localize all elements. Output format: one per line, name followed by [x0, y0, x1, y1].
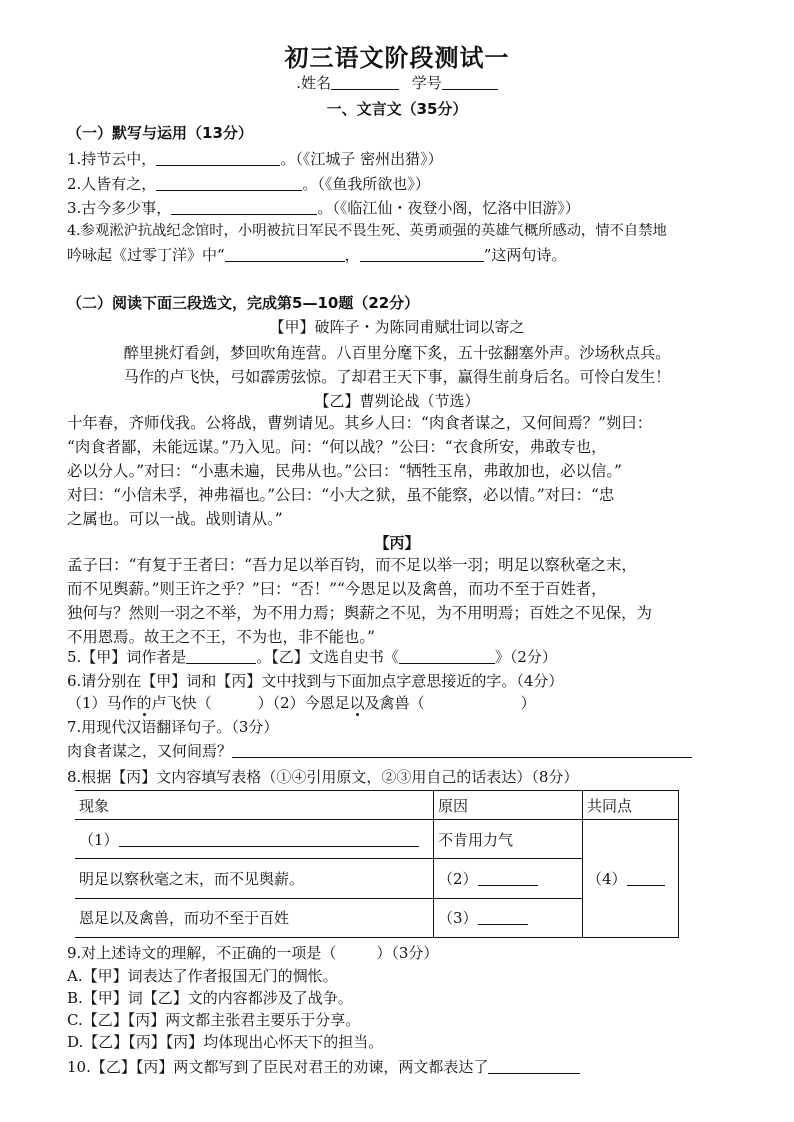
q9-option-c: C.【乙】【丙】两文都主张君主要乐于分享。 — [67, 1011, 361, 1029]
passage-yi-line: 之属也。可以一战。战则请从。” — [67, 510, 283, 528]
q5-part-c: 》（2分） — [494, 648, 557, 666]
question-4-line2 — [67, 244, 566, 266]
question-8: 8.根据【丙】文内容填写表格（①④引用原文，②③用自己的话表达）（8分） — [67, 768, 579, 786]
q3-answer-blank[interactable] — [171, 198, 317, 215]
question-4-line1: 4.参观淞沪抗战纪念馆时，小明被抗日军民不畏生死、英勇顽强的英雄气概所感动，情不自禁地 — [67, 223, 667, 239]
passage-bing-title: 【丙】 — [374, 534, 420, 552]
q5-author-blank[interactable] — [186, 647, 256, 664]
table-header-row — [75, 791, 679, 820]
q1-suffix: 。（《江城子 密州出猎》） — [280, 150, 443, 168]
row2-reason[interactable] — [434, 859, 583, 898]
q7-answer-blank[interactable] — [232, 741, 692, 758]
q5-book-blank[interactable] — [399, 647, 495, 664]
passage-bing-line: 独何与？然则一羽之不举，为不用力焉；舆薪之不见，为不用明焉；百姓之不见保，为 — [67, 604, 652, 622]
common-cell[interactable] — [583, 820, 679, 938]
question-3 — [67, 197, 580, 219]
q2-answer-blank[interactable] — [156, 174, 302, 191]
question-7: 7.用现代汉语翻译句子。（3分） — [67, 718, 279, 736]
q10-answer-blank[interactable] — [488, 1057, 580, 1074]
question-10 — [67, 1056, 580, 1078]
common-label: （4） — [587, 870, 627, 889]
question-6: 6.请分别在【甲】词和【丙】文中找到与下面加点字意思接近的字。（4分） — [67, 672, 564, 690]
header-reason: 原因 — [434, 791, 583, 820]
q5-part-a: 5.【甲】词作者是 — [67, 648, 187, 666]
q1-prefix: 1.持节云中， — [67, 150, 157, 168]
passage-jia-line: 马作的卢飞快，弓如霹雳弦惊。了却君王天下事，赢得生前身后名。可怜白发生！ — [123, 368, 671, 386]
q2-prefix: 2.人皆有之， — [67, 175, 157, 193]
q4-suffix: ”这两句诗。 — [483, 246, 567, 264]
q10-text: 10.【乙】【丙】两文都写到了臣民对君王的劝谏，两文都表达了 — [67, 1058, 489, 1076]
row3-answer-blank[interactable] — [478, 910, 528, 925]
student-info — [0, 72, 794, 94]
question-5 — [67, 646, 557, 668]
name-field[interactable] — [331, 73, 399, 90]
question-1 — [67, 148, 443, 170]
q2-suffix: 。（《鱼我所欲也》） — [302, 175, 430, 193]
row2-answer-blank[interactable] — [478, 871, 538, 886]
q9-option-a: A.【甲】词表达了作者报国无门的惆怅。 — [67, 967, 338, 985]
page-title: 初三语文阶段测试一 — [284, 44, 510, 72]
passage-yi-line: 对曰：“小信未孚，神弗福也。”公曰：“小大之狱，虽不能察，必以情。”对曰：“忠 — [67, 486, 615, 504]
passage-bing-line: 孟子曰：“有复于王者曰：“吾力足以举百钧，而不足以举一羽；明足以察秋毫之末， — [67, 556, 637, 574]
row2-phenomenon: 明足以察秋毫之末，而不见舆薪。 — [75, 859, 434, 898]
q9-option-d: D.【乙】【丙】【丙】均体现出心怀天下的担当。 — [67, 1033, 384, 1051]
passage-jia-title: 【甲】破阵子・为陈同甫赋壮词以寄之 — [269, 318, 525, 336]
passage-yi-line: 必以分人。”对曰：“小惠未遍，民弗从也。”公曰：“牺牲玉帛，弗敢加也，必以信。” — [67, 462, 622, 480]
passage-jia-line: 醉里挑灯看剑，梦回吹角连营。八百里分麾下炙，五十弦翻塞外声。沙场秋点兵。 — [123, 344, 671, 362]
row1-reason: 不肯用力气 — [434, 820, 583, 859]
q9-stem: 9.对上述诗文的理解，不正确的一项是（ — [67, 944, 337, 962]
q9-points: ）（3分） — [376, 944, 439, 962]
q4-mid: ， — [344, 246, 360, 264]
passage-bing-line: 而不见舆薪。”则王许之乎？”曰：“否！”“今恩足以及禽兽，而功不至于百姓者， — [67, 580, 607, 598]
common-answer-blank[interactable] — [627, 871, 665, 886]
id-field[interactable] — [442, 73, 498, 90]
question-9 — [67, 942, 438, 964]
section-heading: 一、文言文（35分） — [326, 100, 468, 118]
passage-yi-line: “肉食者鄙，未能远谋。”乃入见。问：“何以战？”公曰：“衣食所安，弗敢专也， — [67, 438, 607, 456]
row1-answer-blank[interactable] — [119, 830, 419, 847]
row3-phenomenon: 恩足以及禽兽，而功不至于百姓 — [75, 898, 434, 937]
q3-suffix: 。（《临江仙・夜登小阁，忆洛中旧游》） — [317, 199, 580, 217]
q6-item2-close: ） — [520, 694, 536, 712]
q7-sentence-text: 肉食者谋之，又何间焉？ — [67, 742, 233, 760]
q9-option-b: B.【甲】词【乙】文的内容都涉及了战争。 — [67, 989, 353, 1007]
row1-label: （1） — [79, 830, 119, 849]
q6-item2-text-b: 及禽兽（ — [364, 694, 425, 712]
question-6-items — [67, 692, 536, 714]
q6-item2-text: ）（2）今恩足 — [257, 694, 350, 712]
q3-prefix: 3.古今多少事， — [67, 199, 172, 217]
part2-heading: （二）阅读下面三段选文，完成第5—10题（22分） — [67, 294, 420, 312]
q6-item1-text-b: 卢飞快（ — [151, 694, 212, 712]
q6-item1-dotted-char: 的 — [136, 694, 152, 712]
part1-heading: （一）默写与运用（13分） — [67, 124, 253, 142]
q1-answer-blank[interactable] — [156, 149, 280, 166]
q6-item2-dotted-char: 以 — [349, 694, 365, 712]
q8-table — [75, 790, 679, 938]
row3-label: （3） — [438, 909, 478, 928]
header-phenomenon: 现象 — [75, 791, 434, 820]
name-label: .姓名 — [296, 74, 331, 92]
row2-label: （2） — [438, 870, 478, 889]
table-row — [75, 820, 679, 859]
question-2 — [67, 173, 430, 195]
q4-answer-blank-1[interactable] — [225, 245, 345, 262]
passage-yi-line: 十年春，齐师伐我。公将战，曹刿请见。其乡人曰：“肉食者谋之，又何间焉？”刿曰： — [67, 414, 653, 432]
id-label: 学号 — [411, 74, 442, 92]
q5-part-b: 。【乙】文选自史书《 — [256, 648, 399, 666]
header-common: 共同点 — [583, 791, 679, 820]
q4-prefix: 吟咏起《过零丁洋》中“ — [67, 246, 225, 264]
row1-phenomenon[interactable] — [75, 820, 434, 859]
q4-answer-blank-2[interactable] — [360, 245, 484, 262]
q6-item1-text: （1）马作 — [67, 694, 137, 712]
passage-bing-line: 不用恩焉。故王之不王，不为也，非不能也。” — [67, 628, 375, 646]
row3-reason[interactable] — [434, 898, 583, 937]
question-7-sentence — [67, 740, 692, 762]
passage-yi-title: 【乙】曹刿论战（节选） — [314, 392, 480, 410]
